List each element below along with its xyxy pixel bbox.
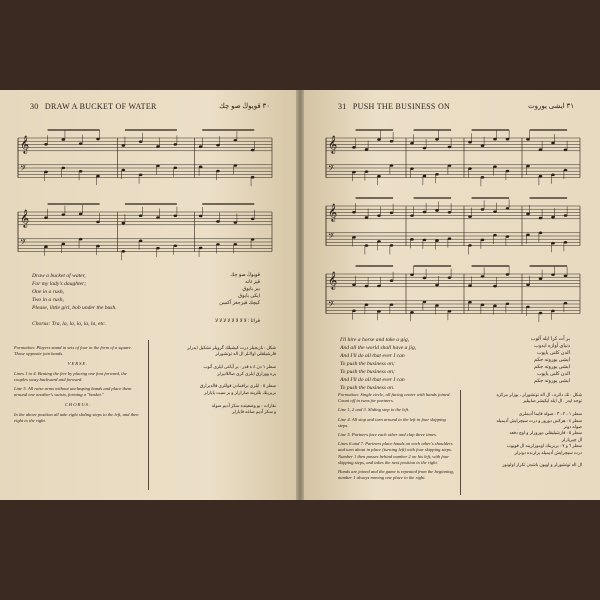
right-page-header — [338, 102, 450, 111]
note-head — [410, 311, 414, 314]
note-head — [251, 149, 255, 152]
staff — [326, 233, 580, 246]
note-head — [506, 138, 510, 141]
foreign-lyric-line: ایشی یوروته جکم — [534, 365, 570, 370]
note-head — [44, 216, 48, 219]
instruction-paragraph: Lines 6 and 7. Partners place hands on each other's shoulders and turn about in place (turning left) with four skipping steps. Number 1 then passes behind number 2 on his left, with four skipping steps, and takes the next position to the right. — [338, 441, 453, 465]
note-head — [423, 277, 427, 280]
foreign-instruction-line: قارشیلقلی اولانلر ال اله توتشورلر — [215, 351, 276, 357]
foreign-instruction-line: درت سیچرایش آدیمیله یرلرنده دونرلر — [514, 449, 582, 455]
note-head — [539, 312, 543, 315]
foreign-lyric-line: ایکی بایوق — [238, 294, 260, 299]
instruction-paragraph: Lines 1 to 4. Beating the feet by placing one foot forward, the couples sway backward and forward. — [14, 370, 127, 382]
foreign-instruction-line: سطر ٦ و ٧ : بربرینك اوموزلرینه ال قویوب — [506, 443, 582, 449]
note-head — [481, 239, 485, 242]
foreign-lyric-line: ایشی یوروته جکم — [534, 358, 570, 363]
note-head — [139, 239, 143, 242]
note-head — [390, 212, 394, 215]
note-head — [551, 216, 555, 219]
note-head — [423, 147, 427, 150]
note-head — [44, 143, 48, 146]
staff — [326, 301, 580, 314]
note-head — [234, 243, 238, 246]
note-head — [251, 238, 255, 241]
foreign-instruction-line: و سکز آدیم صاغه قایارلر — [232, 409, 276, 415]
note-head — [493, 210, 497, 213]
foreign-lyric-line: قویوڭ صو چك — [230, 273, 260, 278]
lyric-line: And I'll do all that ever I can — [340, 353, 405, 359]
foreign-instruction-line: صوله دونر — [563, 424, 582, 430]
note-head — [377, 285, 381, 288]
note-head — [234, 221, 238, 224]
note-head — [377, 138, 381, 141]
note-head — [96, 221, 100, 224]
right-page — [300, 90, 600, 500]
note-head — [506, 207, 510, 210]
note-head — [526, 306, 530, 309]
note-head — [156, 164, 160, 167]
note-head — [506, 302, 510, 305]
note-head — [493, 304, 497, 307]
foreign-lyric-line: بر آت کرا ایله آلوب — [530, 337, 570, 342]
note-head — [468, 141, 472, 144]
note-head — [174, 167, 178, 170]
note-head — [122, 169, 126, 172]
note-head — [506, 235, 510, 238]
note-head — [79, 238, 83, 241]
note-head — [352, 146, 356, 149]
music-system — [326, 198, 580, 255]
instruction-paragraph: Line 1, 2 and 3. Sliding step to the left. — [338, 407, 410, 413]
note-head — [539, 232, 543, 235]
lyric-line: To push the business on. — [340, 385, 395, 391]
foreign-instruction-line: توجه ایدر . ال ایله ایکیشر صاییلیر — [522, 398, 582, 404]
note-head — [410, 167, 414, 170]
foreign-instruction-line: سطر ١ ، ٢ ، ٣ : صوله قایما آدیملری — [518, 411, 582, 417]
lyric-line: To push the business on; — [340, 369, 395, 375]
note-head — [493, 138, 497, 141]
instruction-paragraph: Hands are joined and the game is repeated from the beginning, number 1 always moving one place to the right. — [338, 469, 454, 481]
instruction-heading: VERSE. — [67, 361, 89, 367]
music-system — [18, 204, 272, 260]
left-page-header — [30, 102, 157, 111]
note-head — [79, 213, 83, 216]
note-head — [122, 250, 126, 253]
right-page-title: PUSH THE BUSINESS ON — [352, 102, 451, 111]
right-page-foreign-title: ٣١ ایشی یوروت — [528, 102, 574, 110]
lyric-line: And all the world shall have a jig, — [340, 345, 417, 351]
note-head — [139, 174, 143, 177]
lyric-line: One in a rush, — [32, 289, 65, 295]
note-head — [564, 241, 568, 244]
note-head — [468, 215, 472, 218]
foreign-instruction-line: ال چیرپارلر — [561, 436, 582, 442]
note-head — [564, 302, 568, 305]
left-foreign-lyrics — [150, 272, 260, 307]
note-head — [79, 170, 83, 173]
foreign-instruction-line: ال اله توتشورلر و اویون باشدن تکرار اولونور — [502, 462, 582, 468]
note-head — [62, 213, 66, 216]
note-head — [539, 217, 543, 220]
note-head — [526, 213, 530, 216]
note-head — [539, 277, 543, 280]
note-head — [352, 171, 356, 174]
note-head — [352, 283, 356, 286]
instruction-paragraph: Line 5. All raise arms without unclasping hands and place them around one another's waists, forming a "basket." — [14, 386, 132, 398]
right-foreign-instructions — [464, 392, 582, 469]
note-head — [377, 310, 381, 313]
note-head — [44, 245, 48, 248]
note-head — [377, 240, 381, 243]
treble-clef: 𝄞 — [20, 209, 30, 228]
note-head — [365, 303, 369, 306]
note-head — [423, 175, 427, 178]
note-head — [352, 309, 356, 312]
lyric-line: I'll hire a horse and take a gig, — [340, 337, 410, 343]
foreign-instruction-line: نقارات : بو وضعیتده سکز آدیم صوله — [211, 402, 276, 408]
note-head — [44, 171, 48, 174]
note-head — [551, 273, 555, 276]
note-head — [410, 238, 414, 241]
note-head — [481, 304, 485, 307]
note-head — [62, 167, 66, 170]
left-sheet-music — [14, 124, 276, 274]
instruction-paragraph: Line 4. All stop and turn around to the left in four skipping steps. — [338, 416, 446, 428]
note-head — [122, 144, 126, 147]
note-head — [481, 208, 485, 211]
foreign-instruction-line: بربرینك بللرینه صارارلر و بر سبت یاپارلر — [204, 389, 276, 395]
note-head — [468, 244, 472, 247]
note-head — [410, 273, 414, 276]
note-head — [539, 148, 543, 151]
right-foreign-lyrics — [470, 336, 570, 385]
bass-clef: 𝄢 — [328, 299, 335, 312]
right-sheet-music — [322, 128, 584, 340]
instruction-heading: CHORUS. — [64, 402, 92, 408]
lyric-line: Two in a rush, — [32, 297, 64, 303]
note-head — [199, 166, 203, 169]
note-head — [481, 144, 485, 147]
note-head — [377, 214, 381, 217]
note-head — [448, 146, 452, 149]
note-head — [352, 236, 356, 239]
note-head — [139, 140, 143, 143]
note-head — [435, 284, 439, 287]
bass-clef: 𝄢 — [20, 237, 27, 250]
foreign-lyric-line: ایشی یوروته جکم — [534, 379, 570, 384]
bass-clef: 𝄢 — [328, 163, 335, 176]
note-head — [62, 138, 66, 141]
note-head — [481, 275, 485, 278]
note-head — [251, 218, 255, 221]
note-head — [435, 209, 439, 212]
right-lyrics — [340, 336, 470, 392]
foreign-lyric-line: کیچك قیزجغز آکسن — [219, 301, 260, 306]
foreign-lyric-line: قیز ئانه — [245, 280, 260, 285]
treble-clef: 𝄞 — [20, 135, 30, 154]
foreign-instruction-line: سطر ٥ : قارشیلیقلی دورورلر و اوچ دفعه — [509, 430, 582, 436]
lyric-line: To push the business on; — [340, 361, 395, 367]
note-head — [96, 138, 100, 141]
note-head — [468, 284, 472, 287]
note-head — [448, 211, 452, 214]
lyric-line: Draw a bucket of water, — [32, 273, 86, 279]
note-head — [468, 301, 472, 304]
note-head — [435, 239, 439, 242]
note-head — [410, 142, 414, 145]
foreign-instruction-line: شکل : تك دائره ، ال اله توتشورلر ، یوزلر مرکزه — [496, 392, 582, 397]
note-head — [506, 170, 510, 173]
note-head — [199, 247, 203, 250]
note-head — [526, 165, 530, 168]
book-gutter — [296, 90, 304, 500]
note-head — [551, 142, 555, 145]
note-head — [481, 176, 485, 179]
note-head — [365, 170, 369, 173]
note-head — [410, 214, 414, 217]
note-head — [435, 304, 439, 307]
note-head — [174, 214, 178, 217]
instruction-paragraph: Formation: Players stand in sets of four in the form of a square. Those opposite join hands. — [14, 345, 132, 357]
left-page — [0, 90, 300, 500]
note-head — [216, 144, 220, 147]
note-head — [390, 303, 394, 306]
treble-clef: 𝄞 — [328, 271, 338, 290]
note-head — [551, 174, 555, 177]
note-head — [526, 283, 530, 286]
column-divider — [460, 390, 461, 495]
note-head — [139, 214, 143, 217]
note-head — [564, 214, 568, 217]
right-instructions — [338, 392, 456, 484]
note-head — [448, 164, 452, 167]
note-head — [564, 148, 568, 151]
right-page-number: 31 — [338, 102, 347, 111]
note-head — [216, 243, 220, 246]
left-page-title: DRAW A BUCKET OF WATER — [44, 102, 157, 111]
foreign-instruction-line: یره وورارق ایلری کری صاللانیرلر — [217, 370, 276, 376]
instruction-paragraph: In the above position all take eight sliding steps to the left, and then eight to the right. — [14, 411, 139, 423]
foreign-instruction-line: سطر ١ دن ٤ ه قدر : بر آیاغی ایلری آتوب — [203, 364, 276, 370]
left-page-number: 30 — [30, 102, 39, 111]
bass-clef: 𝄢 — [20, 163, 27, 176]
left-foreign-chorus: قراتا : لا لا لا لا لا لا لا لا — [215, 319, 260, 324]
foreign-lyric-line: الدن کلنی یاپوب — [536, 372, 570, 377]
note-head — [435, 138, 439, 141]
note-head — [448, 276, 452, 279]
note-head — [156, 145, 160, 148]
note-head — [493, 165, 497, 168]
note-head — [390, 164, 394, 167]
note-head — [377, 175, 381, 178]
note-head — [96, 245, 100, 248]
note-head — [365, 285, 369, 288]
note-head — [468, 167, 472, 170]
music-system — [18, 130, 272, 186]
note-head — [352, 211, 356, 214]
note-head — [493, 285, 497, 288]
foreign-lyric-line: الدن کلنی یاپوب — [536, 351, 570, 356]
note-head — [234, 139, 238, 142]
note-head — [390, 140, 394, 143]
bass-clef: 𝄢 — [328, 231, 335, 244]
note-head — [174, 143, 178, 146]
note-head — [216, 170, 220, 173]
foreign-lyric-line: دنیای آوازه ایدوب — [534, 344, 570, 349]
note-head — [365, 244, 369, 247]
note-head — [526, 138, 530, 141]
note-head — [122, 222, 126, 225]
left-page-foreign-title: ٣٠ قویوڭ صو چك — [219, 102, 270, 110]
foreign-instruction-line: سطر ٥ : ایلری برافمادن قوللری قالدیرارق — [199, 383, 276, 389]
lyric-line: Chorus: Tra, la, la, la, la, la, etc. — [32, 321, 106, 327]
music-system — [326, 130, 580, 186]
note-head — [526, 233, 530, 236]
left-instructions — [14, 345, 142, 427]
treble-clef: 𝄞 — [328, 203, 338, 222]
note-head — [506, 273, 510, 276]
foreign-instruction-line: سطر ٤ : هرکس دورور و درت سیچرایش آدیمیله — [496, 417, 582, 423]
note-head — [390, 279, 394, 282]
note-head — [539, 175, 543, 178]
treble-clef: 𝄞 — [328, 135, 338, 154]
instruction-paragraph: Formation: Single circle, all facing center with hands joined. Count off in twos for partners. — [338, 392, 451, 404]
note-head — [493, 234, 497, 237]
note-head — [423, 211, 427, 214]
note-head — [365, 216, 369, 219]
lyric-line: And I'll do all that ever I can — [340, 377, 405, 383]
note-head — [435, 173, 439, 176]
note-head — [96, 175, 100, 178]
note-head — [564, 169, 568, 172]
note-head — [79, 142, 83, 145]
instruction-paragraph: Line 5. Partners face each other and clap three times. — [338, 432, 437, 438]
note-head — [564, 275, 568, 278]
note-head — [62, 243, 66, 246]
lyric-line: Please, little girl, bob under the bush. — [32, 305, 117, 311]
lyric-line: For my lady's daughter; — [32, 281, 87, 287]
note-head — [216, 220, 220, 223]
foreign-instruction-line: شکل : بازیجیلر درت کیشیلك گروپلر تشکیل ایدرلر — [187, 345, 276, 350]
note-head — [423, 300, 427, 303]
note-head — [199, 215, 203, 218]
left-foreign-instructions — [152, 345, 276, 415]
note-head — [199, 145, 203, 148]
column-divider — [148, 340, 149, 490]
note-head — [156, 247, 160, 250]
note-head — [174, 244, 178, 247]
note-head — [423, 239, 427, 242]
note-head — [551, 310, 555, 313]
note-head — [551, 242, 555, 245]
note-head — [365, 148, 369, 151]
foreign-lyric-line: بیر بایوق — [242, 287, 260, 292]
book-spread — [0, 90, 600, 500]
note-head — [448, 310, 452, 313]
note-head — [448, 237, 452, 240]
note-head — [390, 244, 394, 247]
note-head — [156, 216, 160, 219]
note-head — [251, 176, 255, 179]
note-head — [234, 164, 238, 167]
music-system — [326, 265, 580, 322]
